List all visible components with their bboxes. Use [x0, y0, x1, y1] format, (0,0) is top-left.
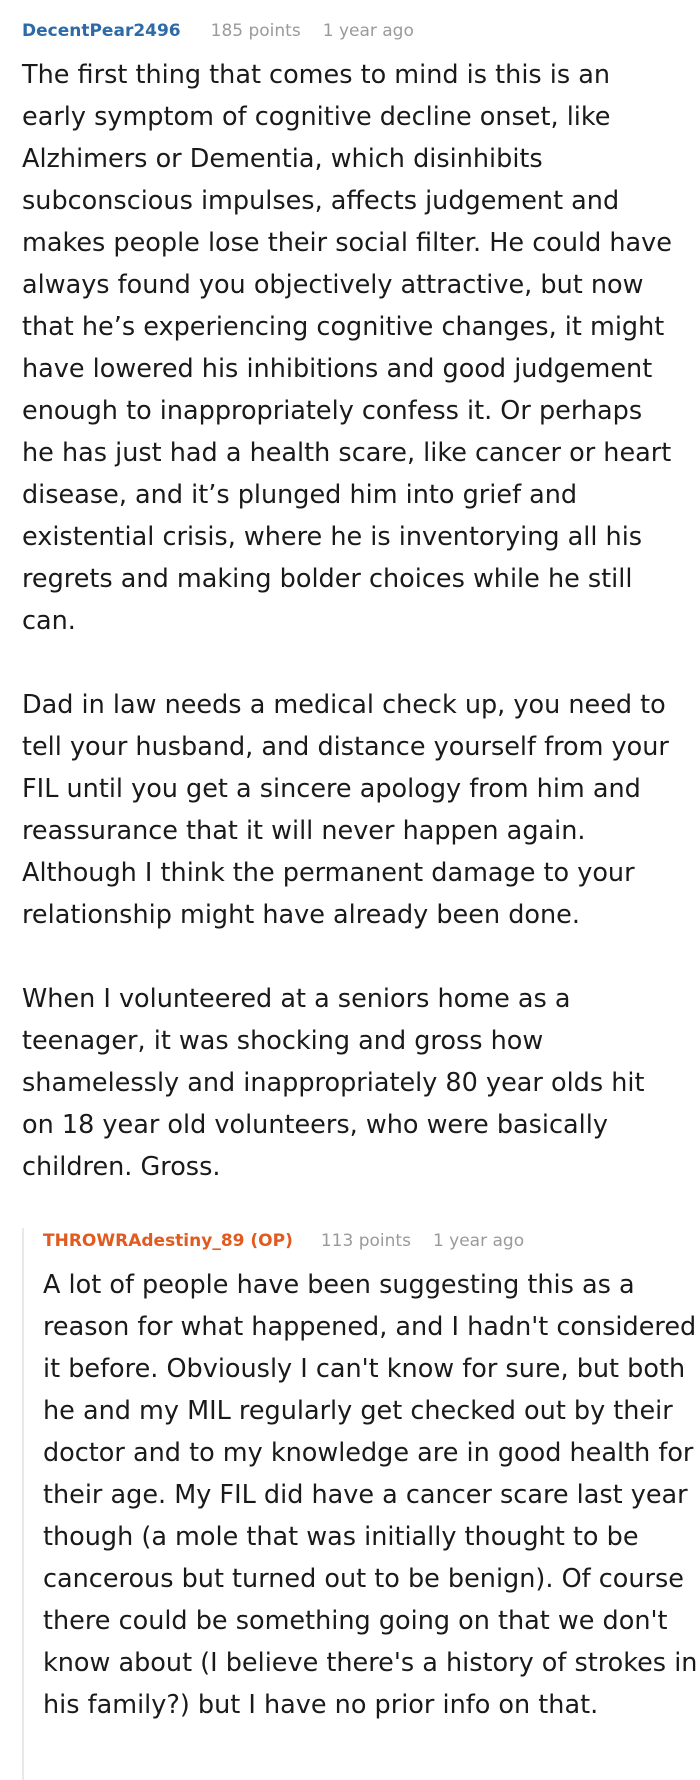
reply-points: 113 points: [320, 1231, 411, 1251]
comment-paragraph: When I volunteered at a seniors home as a teenager, it was shocking and gross how shamelessly and inappropriately 80 year olds hit on 18 year old volunteers, who were basically children. Gross.: [22, 984, 645, 1182]
comment-author[interactable]: DecentPear2496: [22, 21, 181, 41]
thread-line[interactable]: [22, 1228, 24, 1780]
reply-paragraph: A lot of people have been suggesting this as a reason for what happened, and I hadn't considered it before. Obviously I can't know for sure, but both he and my MIL regularly get checked out by their doctor and to my knowledge are in good health for their age. My FIL did have a cancer scare last year though (a mole that was initially thought to be cancerous but turned out to be benign). Of course there could be something going on that we don't know about (I believe there's a history of strokes in his family?) but I have no prior info on that.: [43, 1270, 698, 1720]
reply-age: 1 year ago: [432, 1231, 525, 1251]
comment-meta: [22, 18, 682, 44]
reply-comment: [22, 1228, 700, 1780]
reply-author[interactable]: THROWRAdestiny_89 (OP): [43, 1231, 293, 1251]
comment-paragraph: The first thing that comes to mind is this is an early symptom of cognitive decline onset, like Alzhimers or Dementia, which disinhibits subconscious impulses, affects judgement and makes people lose their social filter. He could have always found you objectively attractive, but now that he’s experiencing cognitive changes, it might have lowered his inhibitions and good judgement enough to inappropriately confess it. Or perhaps he has just had a health scare, like cancer or heart disease, and it’s plunged him into grief and existential crisis, where he is inventorying all his regrets and making bolder choices while he still can.: [22, 60, 672, 636]
reply-meta: [43, 1228, 700, 1254]
reply-content: [43, 1228, 700, 1726]
comment-points: 185 points: [210, 21, 301, 41]
comment-paragraph: Dad in law needs a medical check up, you need to tell your husband, and distance yourself from your FIL until you get a sincere apology from him and reassurance that it will never happen again. Although I think the permanent damage to your relationship might have already been done.: [22, 690, 669, 930]
comment-age: 1 year ago: [322, 21, 414, 41]
comment-body: [22, 54, 682, 1188]
comment: [22, 18, 682, 1188]
reply-body: [43, 1264, 700, 1726]
